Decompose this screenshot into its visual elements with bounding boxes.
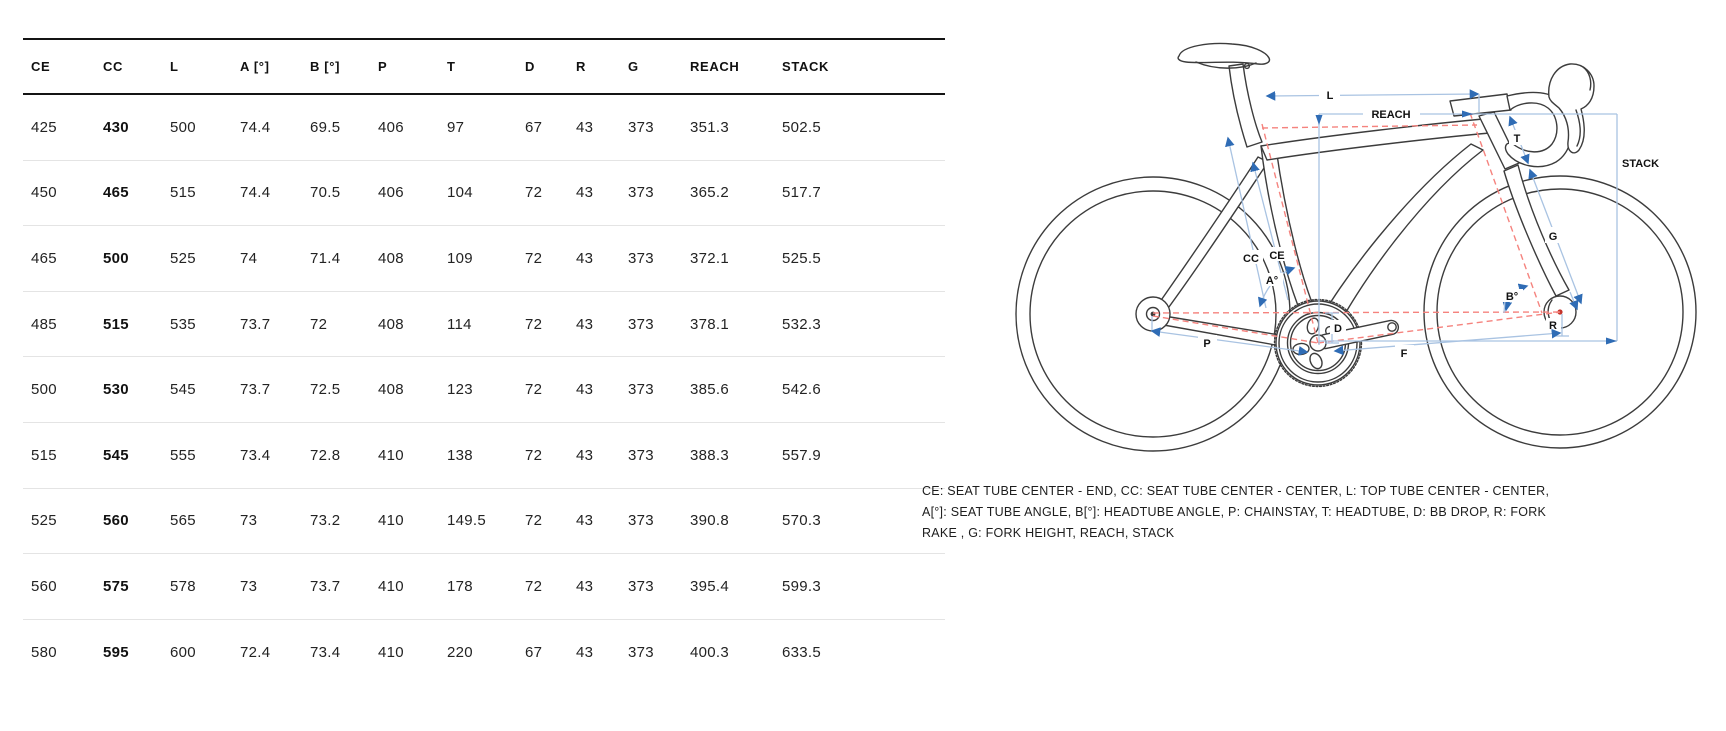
table-cell: 500 <box>95 226 162 292</box>
table-cell: 408 <box>370 357 439 423</box>
table-cell: 390.8 <box>682 488 774 554</box>
table-cell: 450 <box>23 160 95 226</box>
label-headtube: T <box>1513 133 1521 145</box>
label-top-tube: L <box>1326 90 1334 102</box>
table-cell: 138 <box>439 422 517 488</box>
column-header-b: B [°] <box>302 39 370 94</box>
table-cell: 72 <box>302 291 370 357</box>
table-cell: 532.3 <box>774 291 945 357</box>
table-cell: 565 <box>162 488 232 554</box>
column-header-reach: REACH <box>682 39 774 94</box>
table-cell: 43 <box>568 422 620 488</box>
table-cell: 373 <box>628 643 654 661</box>
table-cell: 600 <box>170 643 196 661</box>
label-reach: REACH <box>1371 109 1411 121</box>
table-cell: 43 <box>568 357 620 423</box>
table-cell: 373 <box>620 226 682 292</box>
label-stack: STACK <box>1622 158 1660 170</box>
table-cell: 555 <box>162 422 232 488</box>
table-cell: 72.4 <box>240 643 271 661</box>
table-cell: 430 <box>95 94 162 160</box>
table-cell: 485 <box>23 291 95 357</box>
table-cell: 72.5 <box>302 357 370 423</box>
table-cell: 72.8 <box>302 422 370 488</box>
table-cell: 545 <box>95 422 162 488</box>
table-cell: 43 <box>568 554 620 620</box>
table-cell: 43 <box>568 226 620 292</box>
table-cell: 408 <box>370 291 439 357</box>
table-cell: 385.6 <box>682 357 774 423</box>
column-header-cc: CC <box>95 39 162 94</box>
table-cell: 104 <box>439 160 517 226</box>
table-cell: 74 <box>232 226 302 292</box>
table-cell: 373 <box>620 357 682 423</box>
column-header-t: T <box>439 39 517 94</box>
column-header-a: A [°] <box>232 39 302 94</box>
column-header-g: G <box>620 39 682 94</box>
table-cell: 69.5 <box>302 94 370 160</box>
table-cell: 365.2 <box>682 160 774 226</box>
table-cell: 72 <box>517 357 568 423</box>
table-cell: 73.7 <box>232 357 302 423</box>
table-cell: 72 <box>517 226 568 292</box>
table-cell: 410 <box>370 488 439 554</box>
table-cell: 599.3 <box>774 554 945 620</box>
table-cell: 400.3 <box>690 643 730 661</box>
table-cell: 373 <box>620 94 682 160</box>
table-cell: 373 <box>620 291 682 357</box>
table-cell: 560 <box>23 554 95 620</box>
table-cell: 373 <box>620 422 682 488</box>
table-cell: 388.3 <box>682 422 774 488</box>
table-cell: 578 <box>162 554 232 620</box>
measurement-B-angle <box>1502 286 1527 313</box>
label-chainstay: P <box>1203 338 1211 350</box>
table-cell: 351.3 <box>682 94 774 160</box>
column-header-stack: STACK <box>774 39 945 94</box>
table-cell: 535 <box>162 291 232 357</box>
table-cell: 373 <box>620 488 682 554</box>
table-cell: 575 <box>95 554 162 620</box>
table-cell: 373 <box>620 554 682 620</box>
table-cell: 73 <box>232 554 302 620</box>
table-cell: 373 <box>620 160 682 226</box>
table-cell: 580 <box>31 643 57 661</box>
label-fork-rake: R <box>1549 320 1557 332</box>
legend-text: CE: SEAT TUBE CENTER - END, CC: SEAT TUBE CENTER - CENTER, L: TOP TUBE CENTER - CENTER, A[°]: SEAT TUBE ANGLE, B[°]: HEADTUBE ANGLE, P: CHAINSTAY, T: HEADTUBE, D: BB DROP, R: FORK RAKE , G: FORK HEIGHT, REACH, STACK <box>922 484 1550 540</box>
table-cell: 73.4 <box>310 643 341 661</box>
table-cell: 72 <box>517 160 568 226</box>
table-cell: 557.9 <box>774 422 945 488</box>
label-fork-height: G <box>1548 231 1558 243</box>
table-cell: 525.5 <box>774 226 945 292</box>
rear-hub-icon <box>1136 297 1170 331</box>
table-cell: 74.4 <box>232 94 302 160</box>
column-header-ce: CE <box>23 39 95 94</box>
table-cell: 43 <box>568 160 620 226</box>
table-cell: 97 <box>439 94 517 160</box>
table-cell: 500 <box>162 94 232 160</box>
label-seat-tube-angle: A° <box>1265 275 1279 287</box>
table-cell: 73.2 <box>302 488 370 554</box>
table-cell: 178 <box>439 554 517 620</box>
table-cell: 73.7 <box>302 554 370 620</box>
table-cell: 406 <box>370 94 439 160</box>
table-cell: 67 <box>517 94 568 160</box>
table-cell: 72 <box>517 422 568 488</box>
table-cell: 72 <box>517 488 568 554</box>
table-cell: 114 <box>439 291 517 357</box>
table-cell: 595 <box>103 643 129 661</box>
table-cell: 515 <box>95 291 162 357</box>
table-cell: 502.5 <box>774 94 945 160</box>
table-cell: 410 <box>370 554 439 620</box>
saddle-icon <box>1178 44 1269 69</box>
table-cell: 220 <box>447 643 473 661</box>
column-header-d: D <box>517 39 568 94</box>
table-cell: 73.4 <box>232 422 302 488</box>
table-cell: 560 <box>95 488 162 554</box>
table-cell: 43 <box>568 291 620 357</box>
column-header-l: L <box>162 39 232 94</box>
table-cell: 410 <box>378 643 404 661</box>
column-header-p: P <box>370 39 439 94</box>
table-cell: 525 <box>162 226 232 292</box>
table-cell: 395.4 <box>682 554 774 620</box>
label-headtube-angle: B° <box>1505 291 1519 303</box>
table-cell: 530 <box>95 357 162 423</box>
measurement-STACK <box>1319 114 1659 345</box>
table-cell: 406 <box>370 160 439 226</box>
label-seat-tube-cc: CC <box>1243 253 1259 265</box>
table-cell: 410 <box>370 422 439 488</box>
table-cell: 425 <box>23 94 95 160</box>
table-cell: 72 <box>517 554 568 620</box>
table-cell: 72 <box>517 291 568 357</box>
table-cell: 542.6 <box>774 357 945 423</box>
table-cell: 372.1 <box>682 226 774 292</box>
table-cell: 465 <box>23 226 95 292</box>
table-cell: 71.4 <box>302 226 370 292</box>
table-cell: 525 <box>23 488 95 554</box>
table-cell: 515 <box>162 160 232 226</box>
table-cell: 123 <box>439 357 517 423</box>
table-cell: 378.1 <box>682 291 774 357</box>
label-bb-drop: D <box>1334 323 1342 335</box>
table-cell: 633.5 <box>782 643 822 661</box>
table-cell: 70.5 <box>302 160 370 226</box>
table-cell: 515 <box>23 422 95 488</box>
label-front-center: F <box>1400 348 1408 360</box>
table-cell: 545 <box>162 357 232 423</box>
seatpost-icon <box>1229 64 1262 147</box>
table-cell: 74.4 <box>232 160 302 226</box>
table-cell: 43 <box>568 94 620 160</box>
table-cell: 465 <box>95 160 162 226</box>
table-cell: 73 <box>232 488 302 554</box>
table-cell: 149.5 <box>439 488 517 554</box>
label-seat-tube-ce: CE <box>1269 250 1285 262</box>
table-cell: 73.7 <box>232 291 302 357</box>
table-cell: 43 <box>568 488 620 554</box>
table-cell: 517.7 <box>774 160 945 226</box>
table-cell: 500 <box>23 357 95 423</box>
column-header-r: R <box>568 39 620 94</box>
table-cell: 408 <box>370 226 439 292</box>
table-cell: 67 <box>525 643 543 661</box>
table-cell: 570.3 <box>774 488 945 554</box>
table-cell: 109 <box>439 226 517 292</box>
table-cell: 43 <box>576 643 594 661</box>
